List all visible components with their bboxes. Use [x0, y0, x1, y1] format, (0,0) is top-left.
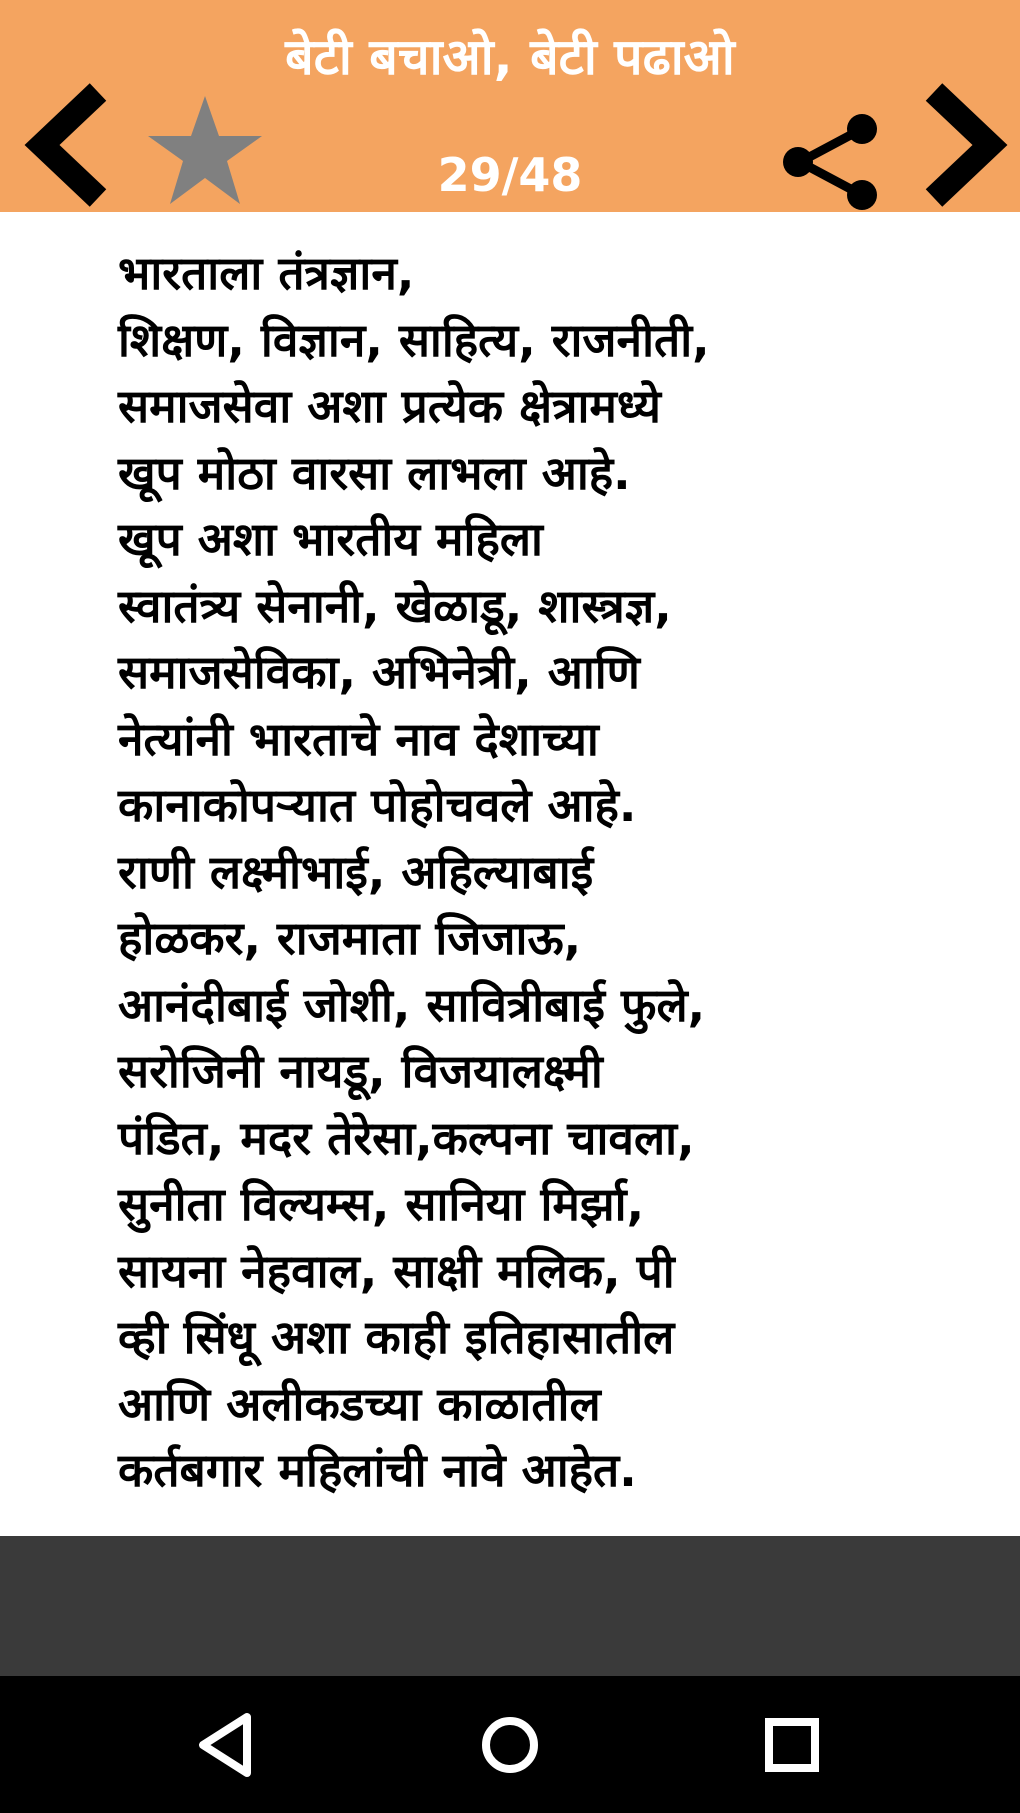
favorite-button[interactable] — [146, 92, 264, 210]
system-home-button[interactable] — [455, 1690, 565, 1800]
chevron-right-icon — [912, 80, 1012, 210]
page-counter: 29/48 — [437, 148, 583, 202]
content-area — [118, 240, 918, 1520]
chevron-left-icon — [20, 80, 120, 210]
body-text: भारताला तंत्रज्ञान, शिक्षण, विज्ञान, साहित्य, राजनीती, समाजसेवा अशा प्रत्येक क्षेत्रामध्ये खूप मोठा वारसा लाभला आहे. खूप अशा भारतीय महिला स्वातंत्र्य सेनानी, खेळाडू, शास्त्रज्ञ, समाजसेविका, अभिनेत्री, आणि नेत्यांनी भारताचे नाव देशाच्या कानाकोपऱ्यात पोहोचवले आहे. राणी लक्ष्मीभाई, अहिल्याबाई होळकर, राजमाता जिजाऊ, आनंदीबाई जोशी, सावित्रीबाई फुले, सरोजिनी नायडू, विजयालक्ष्मी पंडित, मदर तेरेसा,कल्पना चावला, सुनीता विल्यम्स, सानिया मिर्झा, सायना नेहवाल, साक्षी मलिक, पी व्ही सिंधू अशा काही इतिहासातील आणि अलीकडच्या काळातील कर्तबगार महिलांची नावे आहेत. — [118, 246, 710, 1497]
share-icon — [780, 112, 880, 212]
page-title: बेटी बचाओ, बेटी पढाओ — [285, 28, 735, 86]
recents-square-icon — [737, 1690, 847, 1800]
share-button[interactable] — [780, 112, 880, 212]
prev-button[interactable] — [20, 80, 120, 210]
next-button[interactable] — [912, 80, 1012, 210]
ad-banner-area — [0, 1536, 1020, 1676]
home-circle-icon — [455, 1690, 565, 1800]
system-back-button[interactable] — [171, 1690, 281, 1800]
system-recents-button[interactable] — [737, 1690, 847, 1800]
app-header — [0, 0, 1020, 212]
star-icon — [146, 92, 264, 210]
back-triangle-icon — [171, 1690, 281, 1800]
